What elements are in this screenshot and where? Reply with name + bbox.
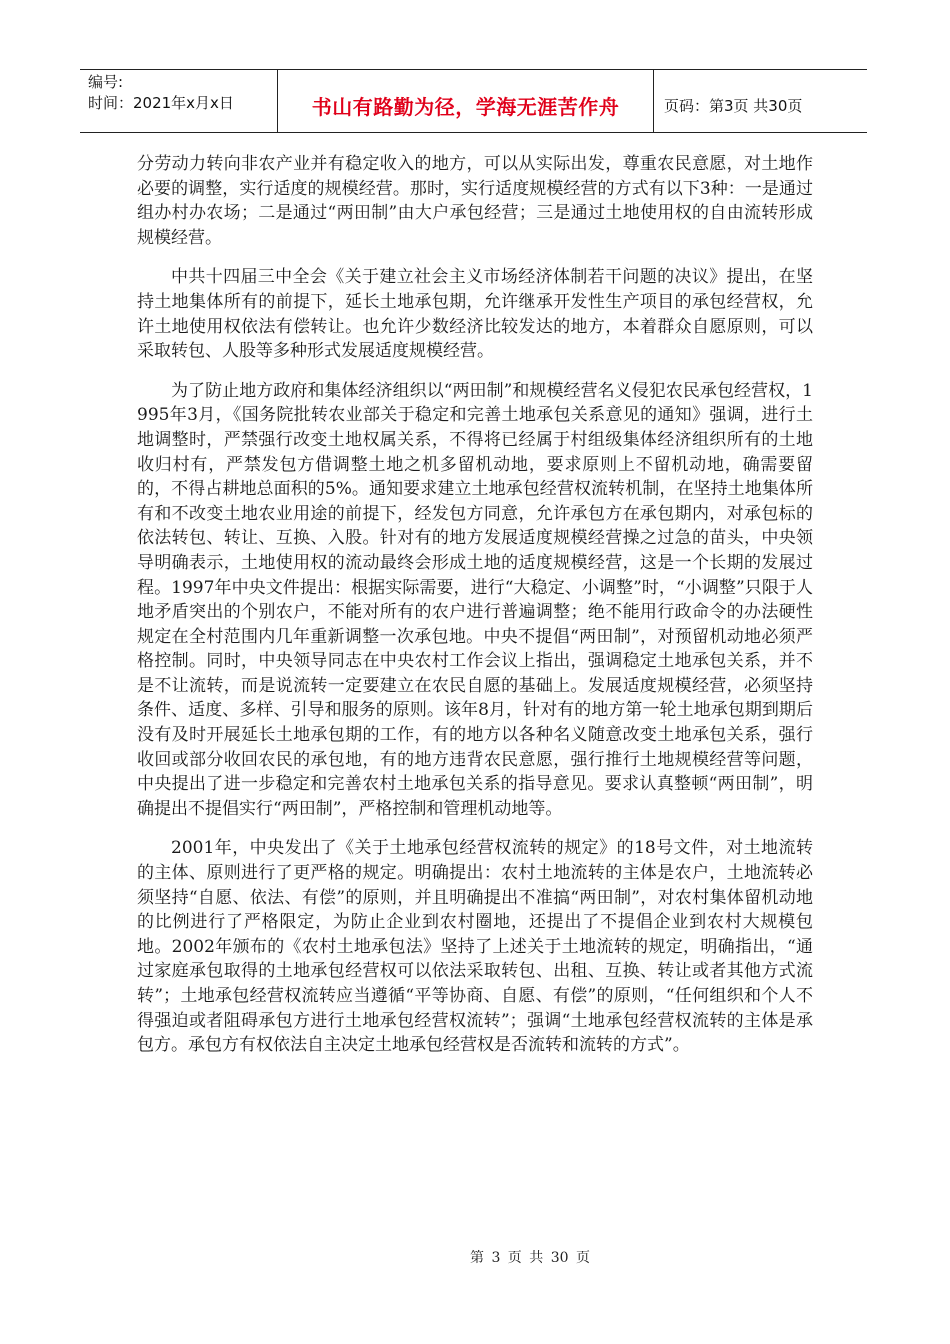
header-meta	[80, 70, 278, 132]
time-label: 时间：2021年x月x日	[88, 94, 234, 112]
document-body	[137, 152, 813, 1073]
header-motto: 书山有路勤为径，学海无涯苦作舟	[278, 70, 654, 132]
paragraph-1: 分劳动力转向非农产业并有稳定收入的地方，可以从实际出发，尊重农民意愿，对土地作必要的调整，实行适度的规模经营。那时，实行适度规模经营的方式有以下3种：一是通过组办村办农场；二是通过“两田制”由大户承包经营；三是通过土地使用权的自由流转形成规模经营。	[137, 154, 813, 248]
page-footer: 第 3 页 共 30 页	[470, 1250, 590, 1266]
number-label: 编号:	[88, 73, 124, 91]
paragraph-4: 2001年，中央发出了《关于土地承包经营权流转的规定》的18号文件，对土地流转的主体、原则进行了更严格的规定。明确提出：农村土地流转的主体是农户，土地流转必须坚持“自愿、依法、有偿”的原则，并且明确提出不准搞“两田制”，对农村集体留机动地的比例进行了严格限定，为防止企业到农村圈地，还提出了不提倡企业到农村大规模包地。2002年颁布的《农村土地承包法》坚持了上述关于土地流转的规定，明确指出，“通过家庭承包取得的土地承包经营权可以依法采取转包、出租、互换、转让或者其他方式流转”；土地承包经营权流转应当遵循“平等协商、自愿、有偿”的原则，“任何组织和个人不得强迫或者阻碍承包方进行土地承包经营权流转”；强调“土地承包经营权流转的主体是承包方。承包方有权依法自主决定土地承包经营权是否流转和流转的方式”。	[137, 838, 813, 1056]
document-header	[80, 69, 867, 133]
header-page-info: 页码：第3页 共30页	[664, 96, 803, 115]
paragraph-3: 为了防止地方政府和集体经济组织以“两田制”和规模经营名义侵犯农民承包经营权，1995年3月，《国务院批转农业部关于稳定和完善土地承包关系意见的通知》强调，进行土地调整时，严禁强行改变土地权属关系，不得将已经属于村组级集体经济组织所有的土地收归村有，严禁发包方借调整土地之机多留机动地，要求原则上不留机动地，确需要留的，不得占耕地总面积的5%。通知要求建立土地承包经营权流转机制，在坚持土地集体所有和不改变土地农业用途的前提下，经发包方同意，允许承包方在承包期内，对承包标的依法转包、转让、互换、入股。针对有的地方发展适度规模经营操之过急的苗头，中央领导明确表示，土地使用权的流动最终会形成土地的适度规模经营，这是一个长期的发展过程。1997年中央文件提出：根据实际需要，进行“大稳定、小调整”时，“小调整”只限于人地矛盾突出的个别农户，不能对所有的农户进行普遍调整；绝不能用行政命令的办法硬性规定在全村范围内几年重新调整一次承包地。中央不提倡“两田制”，对预留机动地必须严格控制。同时，中央领导同志在中央农村工作会议上指出，强调稳定土地承包关系，并不是不让流转，而是说流转一定要建立在农民自愿的基础上。发展适度规模经营，必须坚持条件、适度、多样、引导和服务的原则。该年8月，针对有的地方第一轮土地承包期到期后没有及时开展延长土地承包期的工作，有的地方以各种名义随意改变土地承包关系，强行收回或部分收回农民的承包地，有的地方违背农民意愿，强行推行土地规模经营等问题，中央提出了进一步稳定和完善农村土地承包关系的指导意见。要求认真整顿“两田制”，明确提出不提倡实行“两田制”，严格控制和管理机动地等。	[137, 380, 813, 819]
paragraph-2: 中共十四届三中全会《关于建立社会主义市场经济体制若干问题的决议》提出，在坚持土地集体所有的前提下，延长土地承包期，允许继承开发性生产项目的承包经营权，允许土地使用权依法有偿转让。也允许少数经济比较发达的地方，本着群众自愿原则，可以采取转包、人股等多种形式发展适度规模经营。	[137, 267, 813, 362]
